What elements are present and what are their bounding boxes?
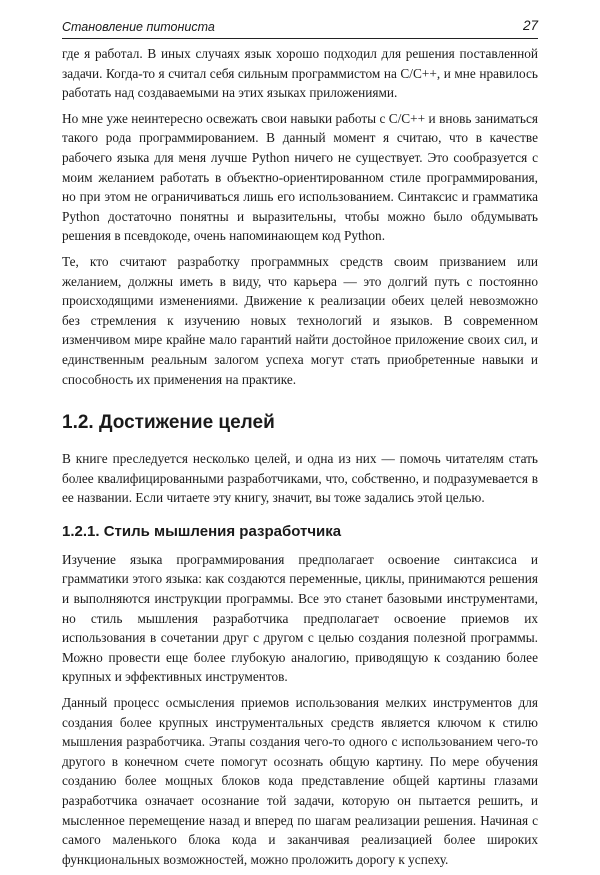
- section-heading: 1.2. Достижение целей: [62, 412, 275, 434]
- page-number: 27: [522, 18, 538, 33]
- running-header-title: Становление питониста: [62, 20, 215, 34]
- body-paragraph: где я работал. В иных случаях язык хорошо подходил для решения поставленной задачи. Когда-то я считал себя сильным программистом на C/C++, и мне нравилось работать над создаваемыми на этих языках приложениями.: [62, 46, 538, 101]
- subsection-heading: 1.2.1. Стиль мышления разработчика: [62, 522, 342, 540]
- subsection-paragraph: Данный процесс осмысления приемов использования мелких инструментов для создания более крупных инструментальных средств является ключом к стилю мышления разработчика. Этапы создания чего-то одного с использованием чего-то другого в конечном счете помогут осознать общую картину. По мере обучения созданию более мощных блоков кода представление общей картины глазами разработчика означает осознание той задачи, которую он пытается решить, и мысленное перемещение назад и вперед по шагам реализации решения. Начиная с самого маленького блока кода и заканчивая реализацией более широких функциональных возможностей, можно проложить дорогу к успеху.: [62, 695, 538, 867]
- body-paragraph: Но мне уже неинтересно освежать свои навыки работы с C/C++ и вновь заниматься такого рода программированием. В данный момент я считаю, что в качестве рабочего языка для меня лучше Python ничего не существует. Это сообразуется с моим желанием работать в объектно-ориентированном стиле программирования, но при этом не ограничиваться лишь его использованием. Синтаксис и грамматика Python достаточно понятны и выразительны, чтобы можно было обдумывать решения в псевдокоде, очень напоминающем код Python.: [62, 110, 538, 244]
- section-paragraph: В книге преследуется несколько целей, и одна из них — помочь читателям стать более квалифицированными разработчиками, что, собственно, и подразумевается в ее названии. Если читаете эту книгу, значит, вы тоже задались этой целью.: [62, 451, 538, 506]
- running-header: [62, 18, 538, 39]
- page-body: [62, 44, 538, 875]
- body-paragraph: Те, кто считают разработку программных средств своим призванием или желанием, должны иметь в виду, что карьера — это долгий путь с постоянно происходящими изменениями. Движение к реализации обеих целей невозможно без стремления к изучению новых технологий и языков. В современном изменчивом мире крайне мало гарантий найти достойное приложение своих сил, и единственным реальным залогом успеха могут стать приобретенные навыки и способность их применения на практике.: [62, 253, 538, 387]
- subsection-paragraph: Изучение языка программирования предполагает освоение синтаксиса и грамматики этого языка: как создаются переменные, циклы, принимаются решения и выполняются инструкции программы. Все это станет базовыми инструментами, но стиль мышления разработчика предполагает освоение приемов их использования в сочетании друг с другом с целью создания полезной программы. Можно провести еще более глубокую аналогию, приводящую к созданию более крупных и эффективных инструментов.: [62, 551, 538, 685]
